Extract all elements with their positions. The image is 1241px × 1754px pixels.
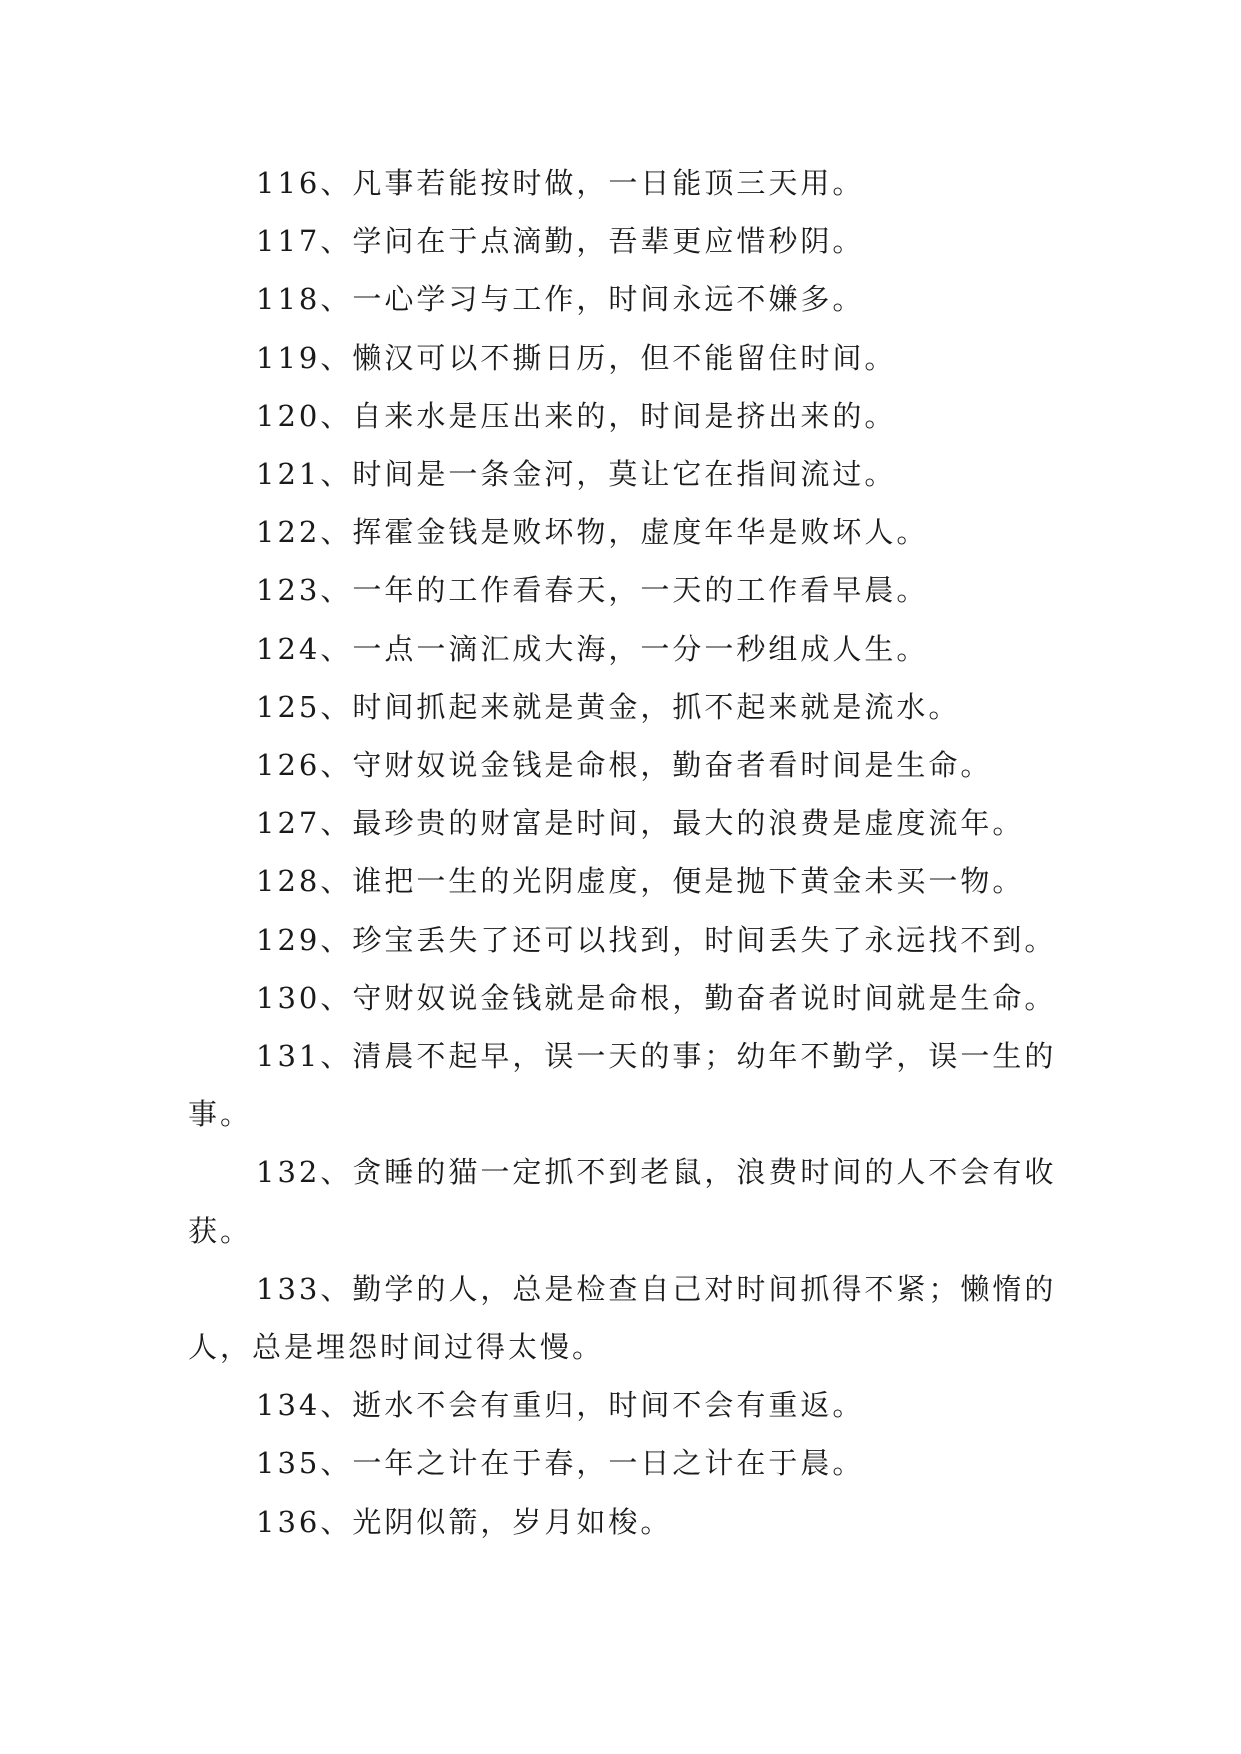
paragraph-122: 122、挥霍金钱是败坏物，虚度年华是败坏人。 (256, 515, 929, 550)
paragraph-134: 134、逝水不会有重归，时间不会有重返。 (256, 1388, 865, 1423)
paragraph-133: 133、勤学的人，总是检查自己对时间抓得不紧；懒惰的人，总是埋怨时间过得太慢。 (188, 1271, 1057, 1365)
paragraph-136: 136、光阴似箭，岁月如梭。 (256, 1504, 673, 1539)
paragraph-125: 125、时间抓起来就是黄金，抓不起来就是流水。 (256, 689, 961, 724)
paragraph-132: 132、贪睡的猫一定抓不到老鼠，浪费时间的人不会有收获。 (188, 1155, 1057, 1248)
document-body (188, 154, 1068, 1551)
paragraph-120: 120、自来水是压出来的，时间是挤出来的。 (256, 398, 897, 433)
paragraph-118: 118、一心学习与工作，时间永远不嫌多。 (256, 282, 865, 317)
paragraph-124: 124、一点一滴汇成大海，一分一秒组成人生。 (256, 631, 929, 666)
paragraph-119: 119、懒汉可以不撕日历，但不能留住时间。 (256, 340, 897, 375)
paragraph-135: 135、一年之计在于春，一日之计在于晨。 (256, 1446, 865, 1481)
paragraph-129: 129、珍宝丢失了还可以找到，时间丢失了永远找不到。 (256, 922, 1057, 957)
paragraph-121: 121、时间是一条金河，莫让它在指间流过。 (256, 457, 897, 492)
paragraph-127: 127、最珍贵的财富是时间，最大的浪费是虚度流年。 (256, 806, 1025, 841)
paragraph-126: 126、守财奴说金钱是命根，勤奋者看时间是生命。 (256, 748, 993, 783)
paragraph-116: 116、凡事若能按时做，一日能顶三天用。 (256, 166, 865, 200)
paragraph-117: 117、学问在于点滴勤，吾辈更应惜秒阴。 (256, 224, 865, 259)
paragraph-128: 128、谁把一生的光阴虚度，便是抛下黄金未买一物。 (256, 864, 1025, 899)
paragraph-131: 131、清晨不起早，误一天的事；幼年不勤学，误一生的事。 (188, 1039, 1057, 1132)
paragraph-130: 130、守财奴说金钱就是命根，勤奋者说时间就是生命。 (256, 980, 1057, 1015)
paragraph-123: 123、一年的工作看春天，一天的工作看早晨。 (256, 573, 929, 608)
